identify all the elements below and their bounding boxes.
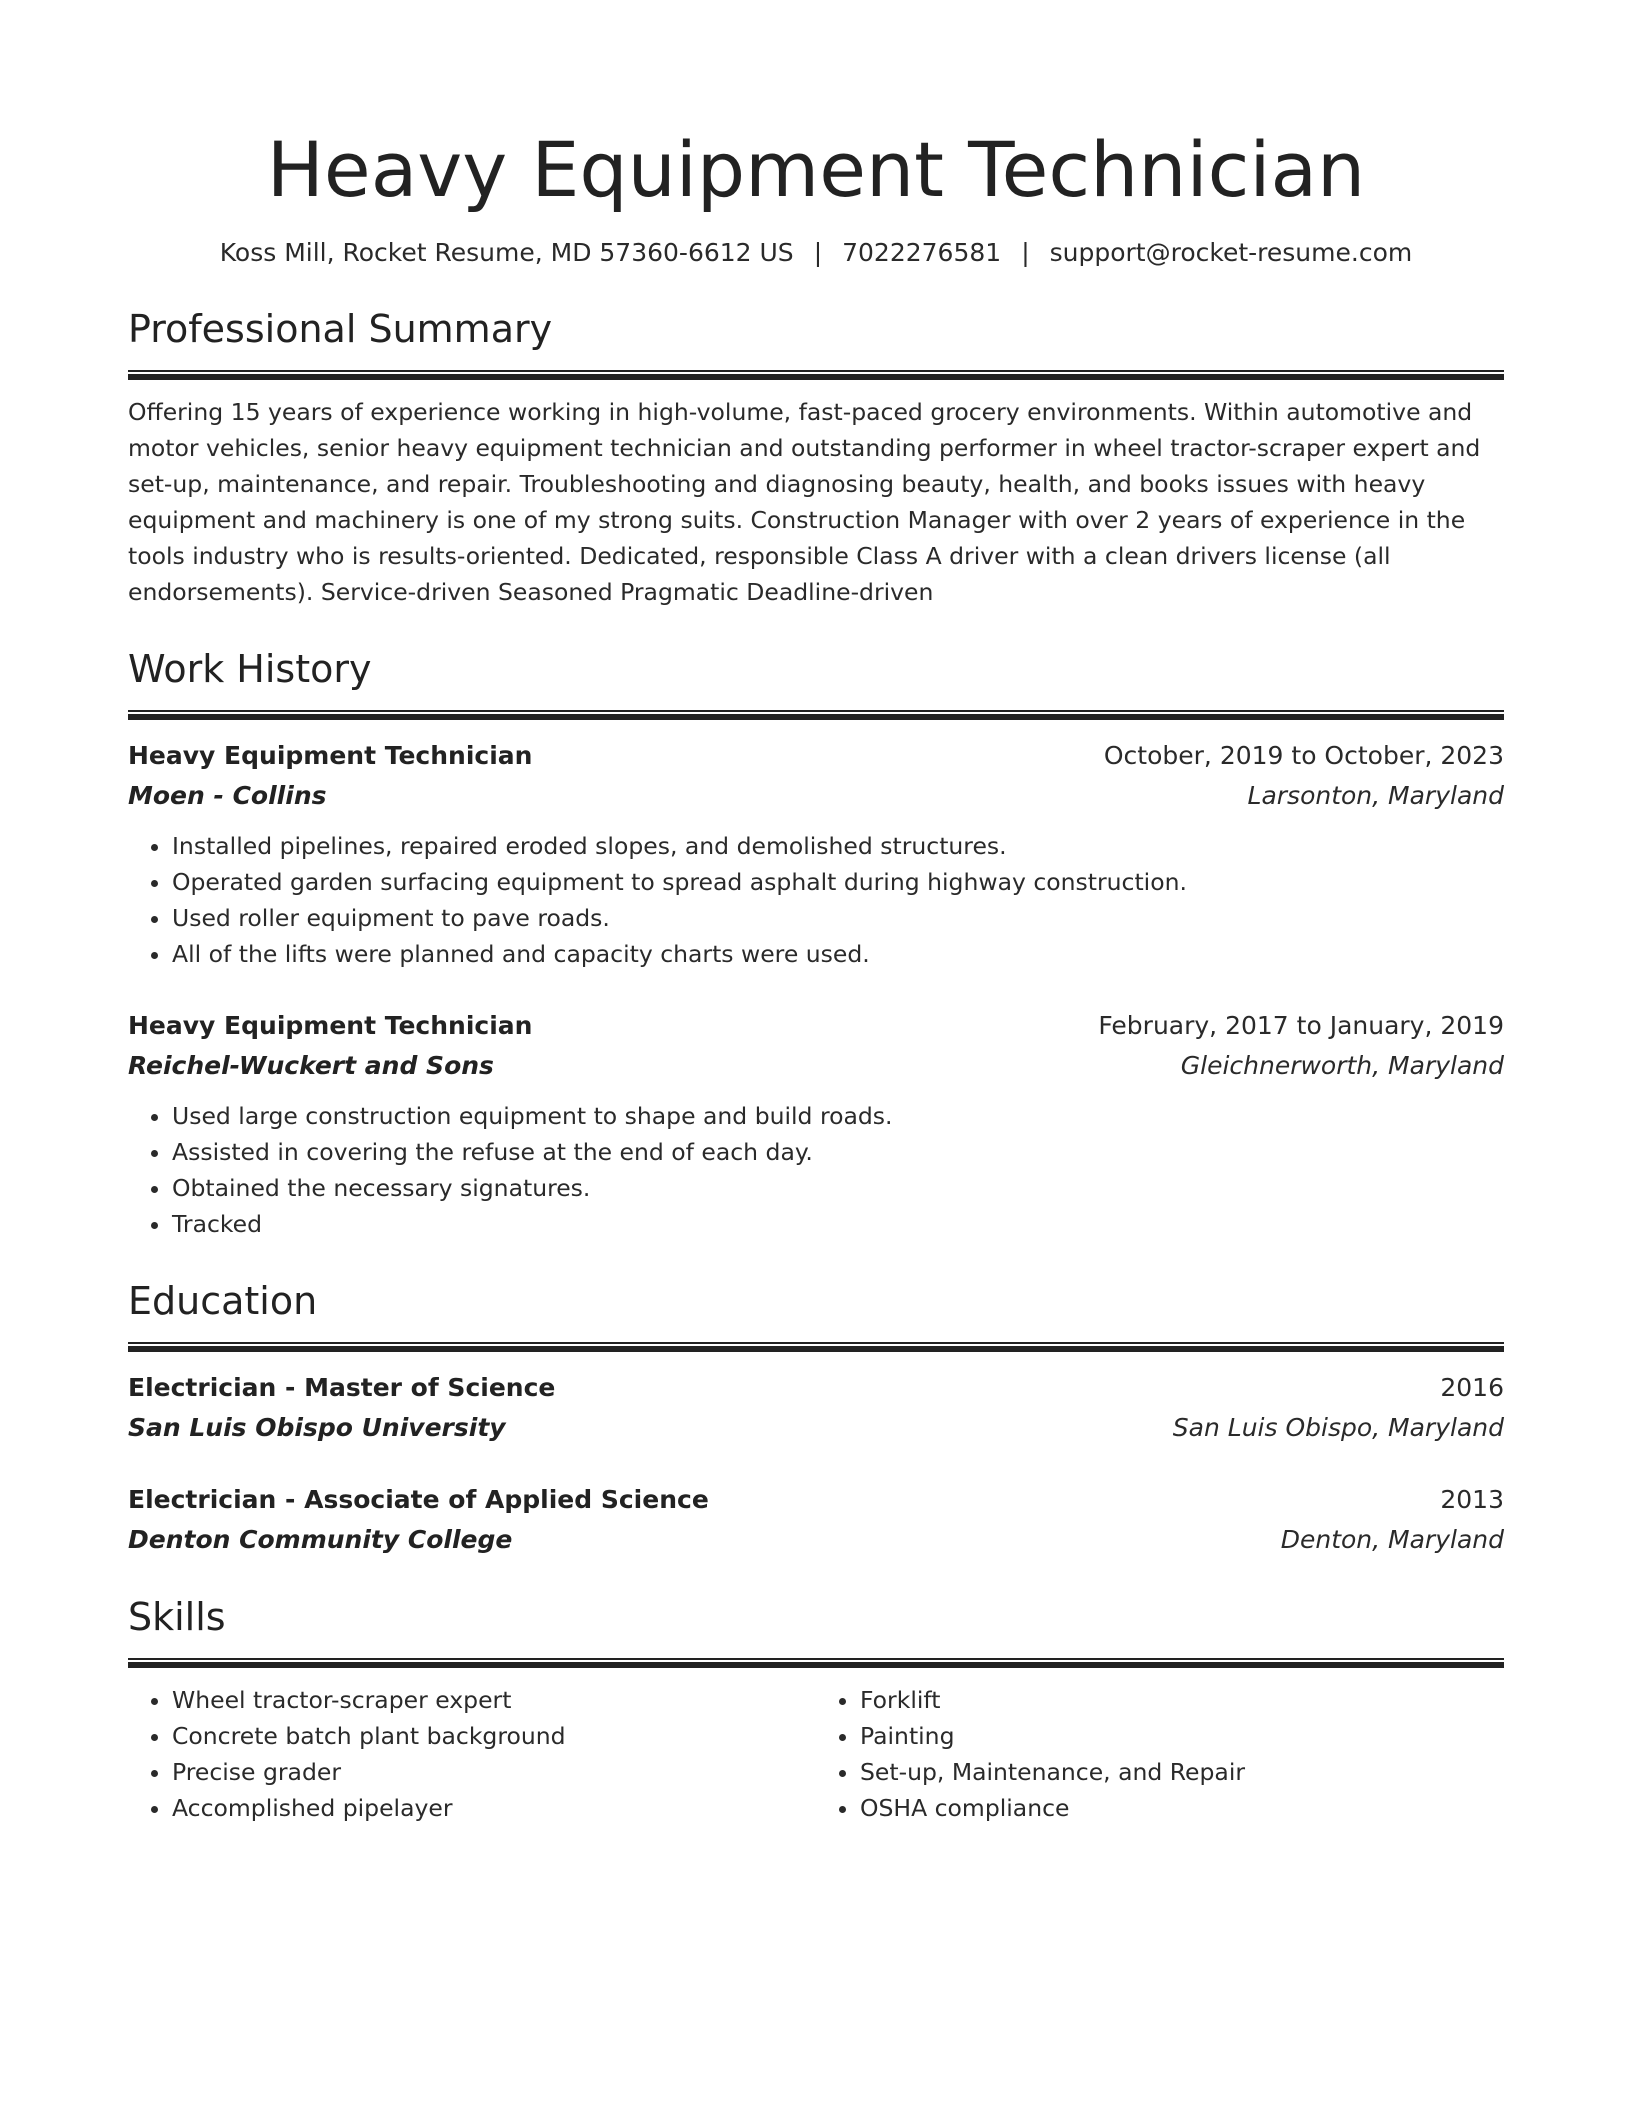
skill-item: • Painting bbox=[860, 1718, 1504, 1754]
section-title-summary: Professional Summary bbox=[128, 307, 553, 351]
job-bullet: • Obtained the necessary signatures. bbox=[172, 1170, 1504, 1206]
skill-item: • Wheel tractor-scraper expert bbox=[172, 1682, 816, 1718]
job-bullet: • Tracked bbox=[172, 1206, 1504, 1242]
contact-email: support@rocket-resume.com bbox=[1049, 238, 1413, 267]
skill-item: • Precise grader bbox=[172, 1754, 816, 1790]
education-school: San Luis Obispo University bbox=[128, 1413, 506, 1442]
job-entry bbox=[128, 738, 1504, 972]
section-title-education: Education bbox=[128, 1279, 318, 1323]
section-divider bbox=[128, 1658, 1504, 1668]
education-year: 2016 bbox=[1440, 1373, 1504, 1402]
education-degree: Electrician - Master of Science bbox=[128, 1373, 556, 1402]
education-school: Denton Community College bbox=[128, 1525, 513, 1554]
summary-text: Offering 15 years of experience working in high-volume, fast-paced grocery environments. Within automotive and motor vehicles, senior heavy equipment technician and outstanding performer in wheel tractor-scraper expert and set-up, maintenance, and repair. Troubleshooting and diagnosing beauty, health, and books issues with heavy equipment and machinery is one of my strong suits. Construction Manager with over 2 years of experience in the tools industry who is results-oriented. Dedicated, responsible Class A driver with a clean drivers license (all endorsements). Service-driven Seasoned Pragmatic Deadline-driven bbox=[128, 398, 1481, 606]
job-bullets bbox=[128, 828, 1504, 972]
job-bullets bbox=[128, 1098, 1504, 1242]
education-year: 2013 bbox=[1440, 1485, 1504, 1514]
job-location: Gleichnerworth, Maryland bbox=[1180, 1051, 1504, 1080]
summary-section bbox=[128, 304, 1504, 610]
section-divider bbox=[128, 370, 1504, 380]
job-bullet: • Operated garden surfacing equipment to spread asphalt during highway construction. bbox=[172, 864, 1504, 900]
section-title-skills: Skills bbox=[128, 1595, 226, 1639]
contact-separator: | bbox=[1021, 238, 1030, 267]
job-location: Larsonton, Maryland bbox=[1247, 781, 1504, 810]
work-history-section bbox=[128, 644, 1504, 1242]
education-location: San Luis Obispo, Maryland bbox=[1172, 1413, 1504, 1442]
education-degree: Electrician - Associate of Applied Science bbox=[128, 1485, 709, 1514]
education-entry bbox=[128, 1482, 1504, 1558]
contact-address: Koss Mill, Rocket Resume, MD 57360-6612 US bbox=[219, 238, 794, 267]
skill-item: • Accomplished pipelayer bbox=[172, 1790, 816, 1826]
skills-columns bbox=[128, 1682, 1504, 1826]
section-title-work-history: Work History bbox=[128, 647, 372, 691]
job-entry bbox=[128, 1008, 1504, 1242]
contact-phone: 7022276581 bbox=[842, 238, 1002, 267]
job-bullet: • All of the lifts were planned and capacity charts were used. bbox=[172, 936, 1504, 972]
skill-item: • OSHA compliance bbox=[860, 1790, 1504, 1826]
job-company: Reichel-Wuckert and Sons bbox=[128, 1051, 494, 1080]
education-entry bbox=[128, 1370, 1504, 1446]
job-title: Heavy Equipment Technician bbox=[128, 1011, 533, 1040]
skill-item: • Concrete batch plant background bbox=[172, 1718, 816, 1754]
job-bullet: • Assisted in covering the refuse at the end of each day. bbox=[172, 1134, 1504, 1170]
job-company: Moen - Collins bbox=[128, 781, 327, 810]
education-location: Denton, Maryland bbox=[1280, 1525, 1504, 1554]
contact-line bbox=[128, 236, 1504, 270]
skills-list-right bbox=[816, 1682, 1504, 1826]
job-title: Heavy Equipment Technician bbox=[128, 741, 533, 770]
skills-section bbox=[128, 1592, 1504, 1826]
skill-item: • Set-up, Maintenance, and Repair bbox=[860, 1754, 1504, 1790]
job-dates: October, 2019 to October, 2023 bbox=[1103, 741, 1504, 770]
education-section bbox=[128, 1276, 1504, 1558]
section-divider bbox=[128, 1342, 1504, 1352]
job-dates: February, 2017 to January, 2019 bbox=[1098, 1011, 1504, 1040]
section-divider bbox=[128, 710, 1504, 720]
contact-separator: | bbox=[813, 238, 823, 267]
skills-list-left bbox=[128, 1682, 816, 1826]
job-bullet: • Installed pipelines, repaired eroded slopes, and demolished structures. bbox=[172, 828, 1504, 864]
skill-item: • Forklift bbox=[860, 1682, 1504, 1718]
resume-name: Heavy Equipment Technician bbox=[266, 125, 1366, 214]
job-bullet: • Used large construction equipment to shape and build roads. bbox=[172, 1098, 1504, 1134]
job-bullet: • Used roller equipment to pave roads. bbox=[172, 900, 1504, 936]
